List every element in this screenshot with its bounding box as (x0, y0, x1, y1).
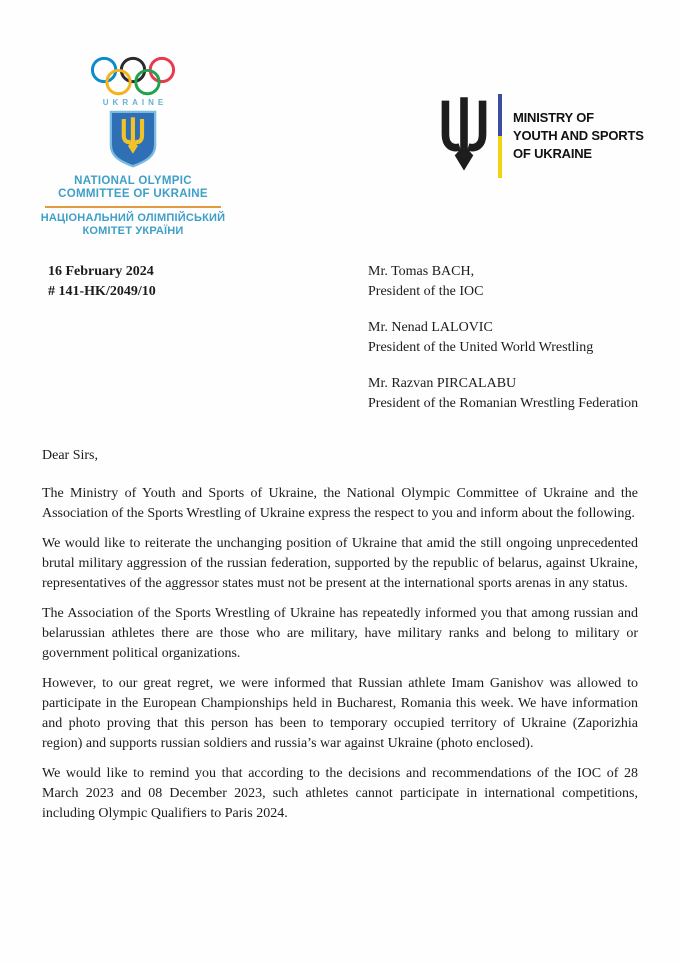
olympic-rings-icon (90, 56, 176, 97)
recipient-title: President of the United World Wrestling (368, 340, 594, 355)
paragraph-ganishov: However, to our great regret, we were informed that Russian athlete Imam Ganishov was allowed to participate in the European Championships held in Bucharest, Romania this week. We have information and photo proving that this person has been to temporary occupied territory of Ukraine (Zaporizhia region) and supports russian soldiers and russia’s war against Ukraine (photo enclosed). (42, 676, 638, 751)
paragraph-intro: The Ministry of Youth and Sports of Ukraine, the National Olympic Committee of Ukraine and the Association of the Sports Wrestling of Ukraine express the respect to you and inform about the following. (42, 486, 638, 521)
noc-shield-icon (108, 110, 158, 169)
ukraine-flag-bar (498, 94, 502, 178)
noc-name-en-line2: COMMITTEE OF UKRAINE (58, 188, 208, 200)
ministry-name-line2: YOUTH AND SPORTS (513, 128, 644, 143)
paragraph-position: We would like to reiterate the unchanging position of Ukraine that amid the still ongoing unprecedented brutal military aggression of the russian federation, supported by the republic of belarus, against Ukraine, representatives of the aggressor states must not be present at the international sports arenas in any status. (42, 536, 638, 591)
noc-name-en-line1: NATIONAL OLYMPIC (74, 175, 192, 187)
date-block (48, 262, 156, 302)
flag-yellow-half (498, 136, 502, 178)
recipient-lalovic (368, 318, 640, 358)
salutation: Dear Sirs, (42, 448, 98, 463)
recipient-title: President of the Romanian Wrestling Federation (368, 396, 639, 411)
noc-name-ukrainian (28, 212, 238, 238)
ministry-name-line1: MINISTRY OF (513, 110, 594, 125)
letter-date: 16 February 2024 (48, 264, 154, 279)
noc-name-english (28, 175, 238, 201)
ministry-name-line3: OF UKRAINE (513, 146, 592, 161)
recipient-name: Mr. Tomas BACH, (368, 264, 475, 279)
ministry-name (513, 109, 644, 163)
letter-reference-number: # 141-HK/2049/10 (48, 284, 156, 299)
recipient-name: Mr. Nenad LALOVIC (368, 320, 493, 335)
letter-body (42, 446, 638, 834)
flag-blue-half (498, 94, 502, 136)
trident-icon (437, 95, 491, 177)
noc-ukraine-label: UKRAINE (102, 98, 168, 107)
noc-divider-rule (45, 206, 221, 208)
paragraph-ioc-decisions: We would like to remind you that according to the decisions and recommendations of the IOC of 28 March 2023 and 08 December 2023, such athletes cannot participate in international competitions, including Olympic Qualifiers to Paris 2024. (42, 766, 638, 821)
noc-name-uk-line2: КОМІТЕТ УКРАЇНИ (82, 225, 184, 237)
recipients-block (368, 262, 640, 414)
recipient-pircalabu (368, 374, 640, 414)
ministry-logo (437, 94, 644, 178)
noc-name-uk-line1: НАЦІОНАЛЬНИЙ ОЛІМПІЙСЬКИЙ (40, 212, 226, 224)
recipient-bach (368, 262, 640, 302)
noc-logo (28, 56, 238, 238)
paragraph-association: The Association of the Sports Wrestling of Ukraine has repeatedly informed you that among russian and belarussian athletes there are those who are military, have military ranks and belong to military or government political organizations. (42, 606, 638, 661)
recipient-title: President of the IOC (368, 284, 484, 299)
recipient-name: Mr. Razvan PIRCALABU (368, 376, 517, 391)
